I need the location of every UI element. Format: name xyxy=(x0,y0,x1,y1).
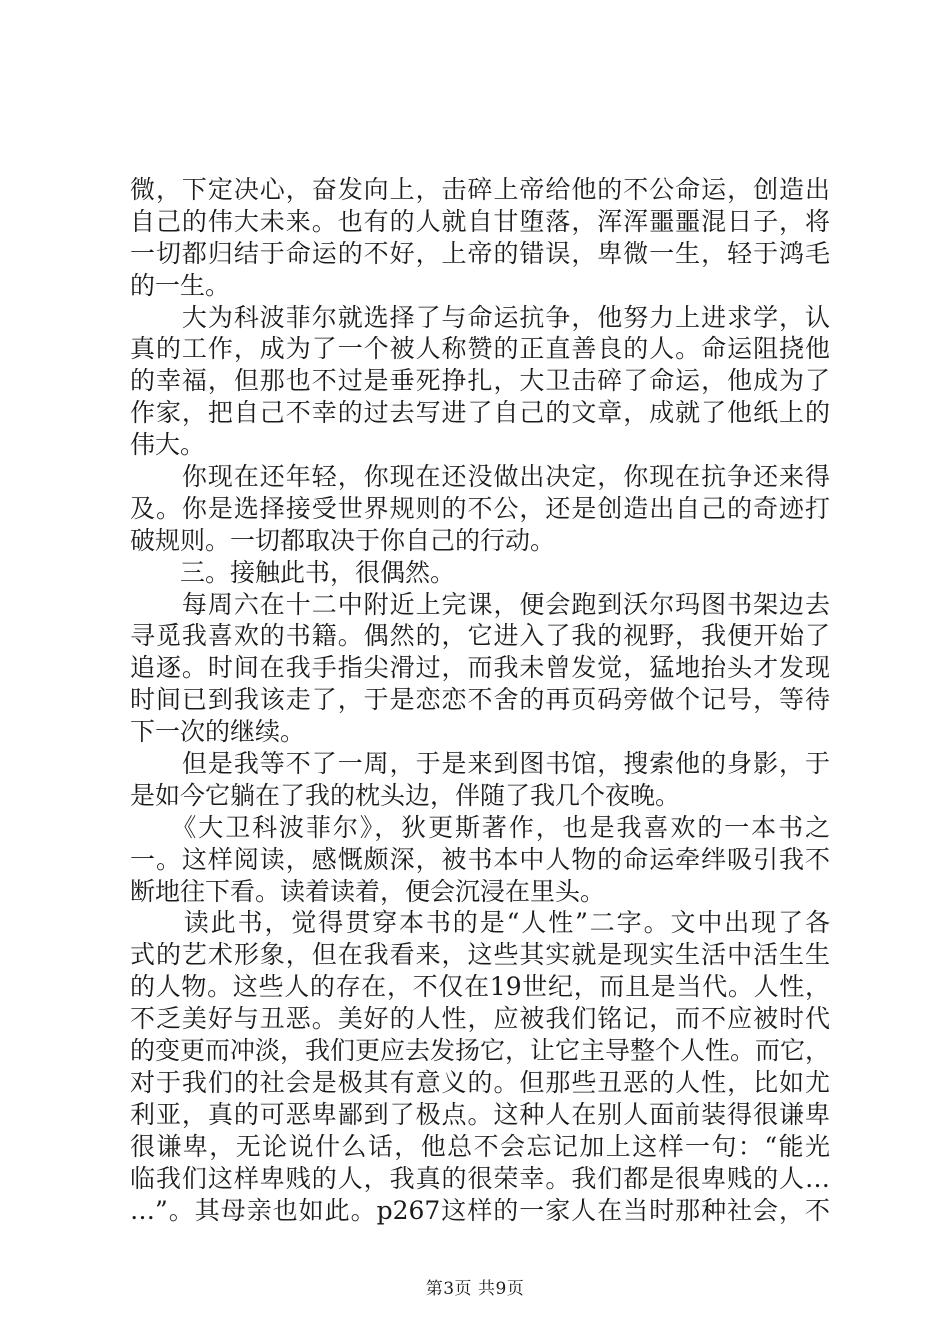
text-line: 利亚，真的可恶卑鄙到了极点。这种人在别人面前装得很谦卑 xyxy=(130,1099,830,1129)
body-text xyxy=(130,174,830,1226)
text-line: 对于我们的社会是极其有意义的。但那些丑恶的人性，比如尤 xyxy=(130,1067,830,1097)
text-line: 的一生。 xyxy=(130,270,231,300)
text-line: 的幸福，但那也不过是垂死挣扎，大卫击碎了命运，他成为了 xyxy=(130,366,830,396)
text-line: 临我们这样卑贱的人，我真的很荣幸。我们都是很卑贱的人… xyxy=(130,1163,830,1193)
text-line: 断地往下看。读着读着，便会沉浸在里头。 xyxy=(130,876,606,906)
text-line: 大为科波菲尔就选择了与命运抗争，他努力上进求学，认 xyxy=(130,302,830,332)
text-line: 真的工作，成为了一个被人称赞的正直善良的人。命运阻挠他 xyxy=(130,334,830,364)
text-line: 式的艺术形象，但在我看来，这些其实就是现实生活中活生生 xyxy=(130,940,830,970)
text-line: 的变更而冲淡，我们更应去发扬它，让它主导整个人性。而它， xyxy=(130,1036,831,1066)
text-line: 三。接触此书，很偶然。 xyxy=(130,557,456,587)
text-line: 很谦卑，无论说什么话，他总不会忘记加上这样一句：“能光 xyxy=(130,1131,830,1161)
text-line: 但是我等不了一周，于是来到图书馆，搜索他的身影，于 xyxy=(130,749,830,779)
text-line: …”。其母亲也如此。p267这样的一家人在当时那种社会，不 xyxy=(130,1195,830,1225)
text-line: 是如今它躺在了我的枕头边，伴随了我几个夜晚。 xyxy=(130,780,681,810)
text-line: 微，下定决心，奋发向上，击碎上帝给他的不公命运，创造出 xyxy=(130,175,830,204)
text-line: 你现在还年轻，你现在还没做出决定，你现在抗争还来得 xyxy=(130,462,830,492)
text-line: 伟大。 xyxy=(130,430,206,460)
text-line: 及。你是选择接受世界规则的不公，还是创造出自己的奇迹打 xyxy=(130,493,830,523)
text-line: 一。这样阅读，感慨颇深，被书本中人物的命运牵绊吸引我不 xyxy=(130,844,830,874)
text-line: 寻觅我喜欢的书籍。偶然的，它进入了我的视野，我便开始了 xyxy=(130,621,830,651)
text-line: 《大卫科波菲尔》，狄更斯著作，也是我喜欢的一本书之 xyxy=(130,812,830,842)
text-line: 的人物。这些人的存在，不仅在19世纪，而且是当代。人性， xyxy=(130,972,830,1002)
text-line: 破规则。一切都取决于你自己的行动。 xyxy=(130,525,556,555)
text-line: 时间已到我该走了，于是恋恋不舍的再页码旁做个记号，等待 xyxy=(130,685,830,715)
page-footer: 第3页 共9页 xyxy=(425,1279,525,1299)
text-line: 追逐。时间在我手指尖滑过，而我未曾发觉，猛地抬头才发现 xyxy=(130,653,830,683)
text-line: 自己的伟大未来。也有的人就自甘堕落，浑浑噩噩混日子，将 xyxy=(130,206,830,236)
text-line: 一切都归结于命运的不好，上帝的错误，卑微一生，轻于鸿毛 xyxy=(130,238,830,268)
text-line: 作家，把自己不幸的过去写进了自己的文章，成就了他纸上的 xyxy=(130,398,830,428)
text-line: 下一次的继续。 xyxy=(130,717,306,747)
text-line: 读此书，觉得贯穿本书的是“人性”二字。文中出现了各 xyxy=(130,908,830,938)
text-line: 不乏美好与丑恶。美好的人性，应被我们铭记，而不应被时代 xyxy=(130,1004,830,1034)
text-line: 每周六在十二中附近上完课，便会跑到沃尔玛图书架边去 xyxy=(130,589,830,619)
